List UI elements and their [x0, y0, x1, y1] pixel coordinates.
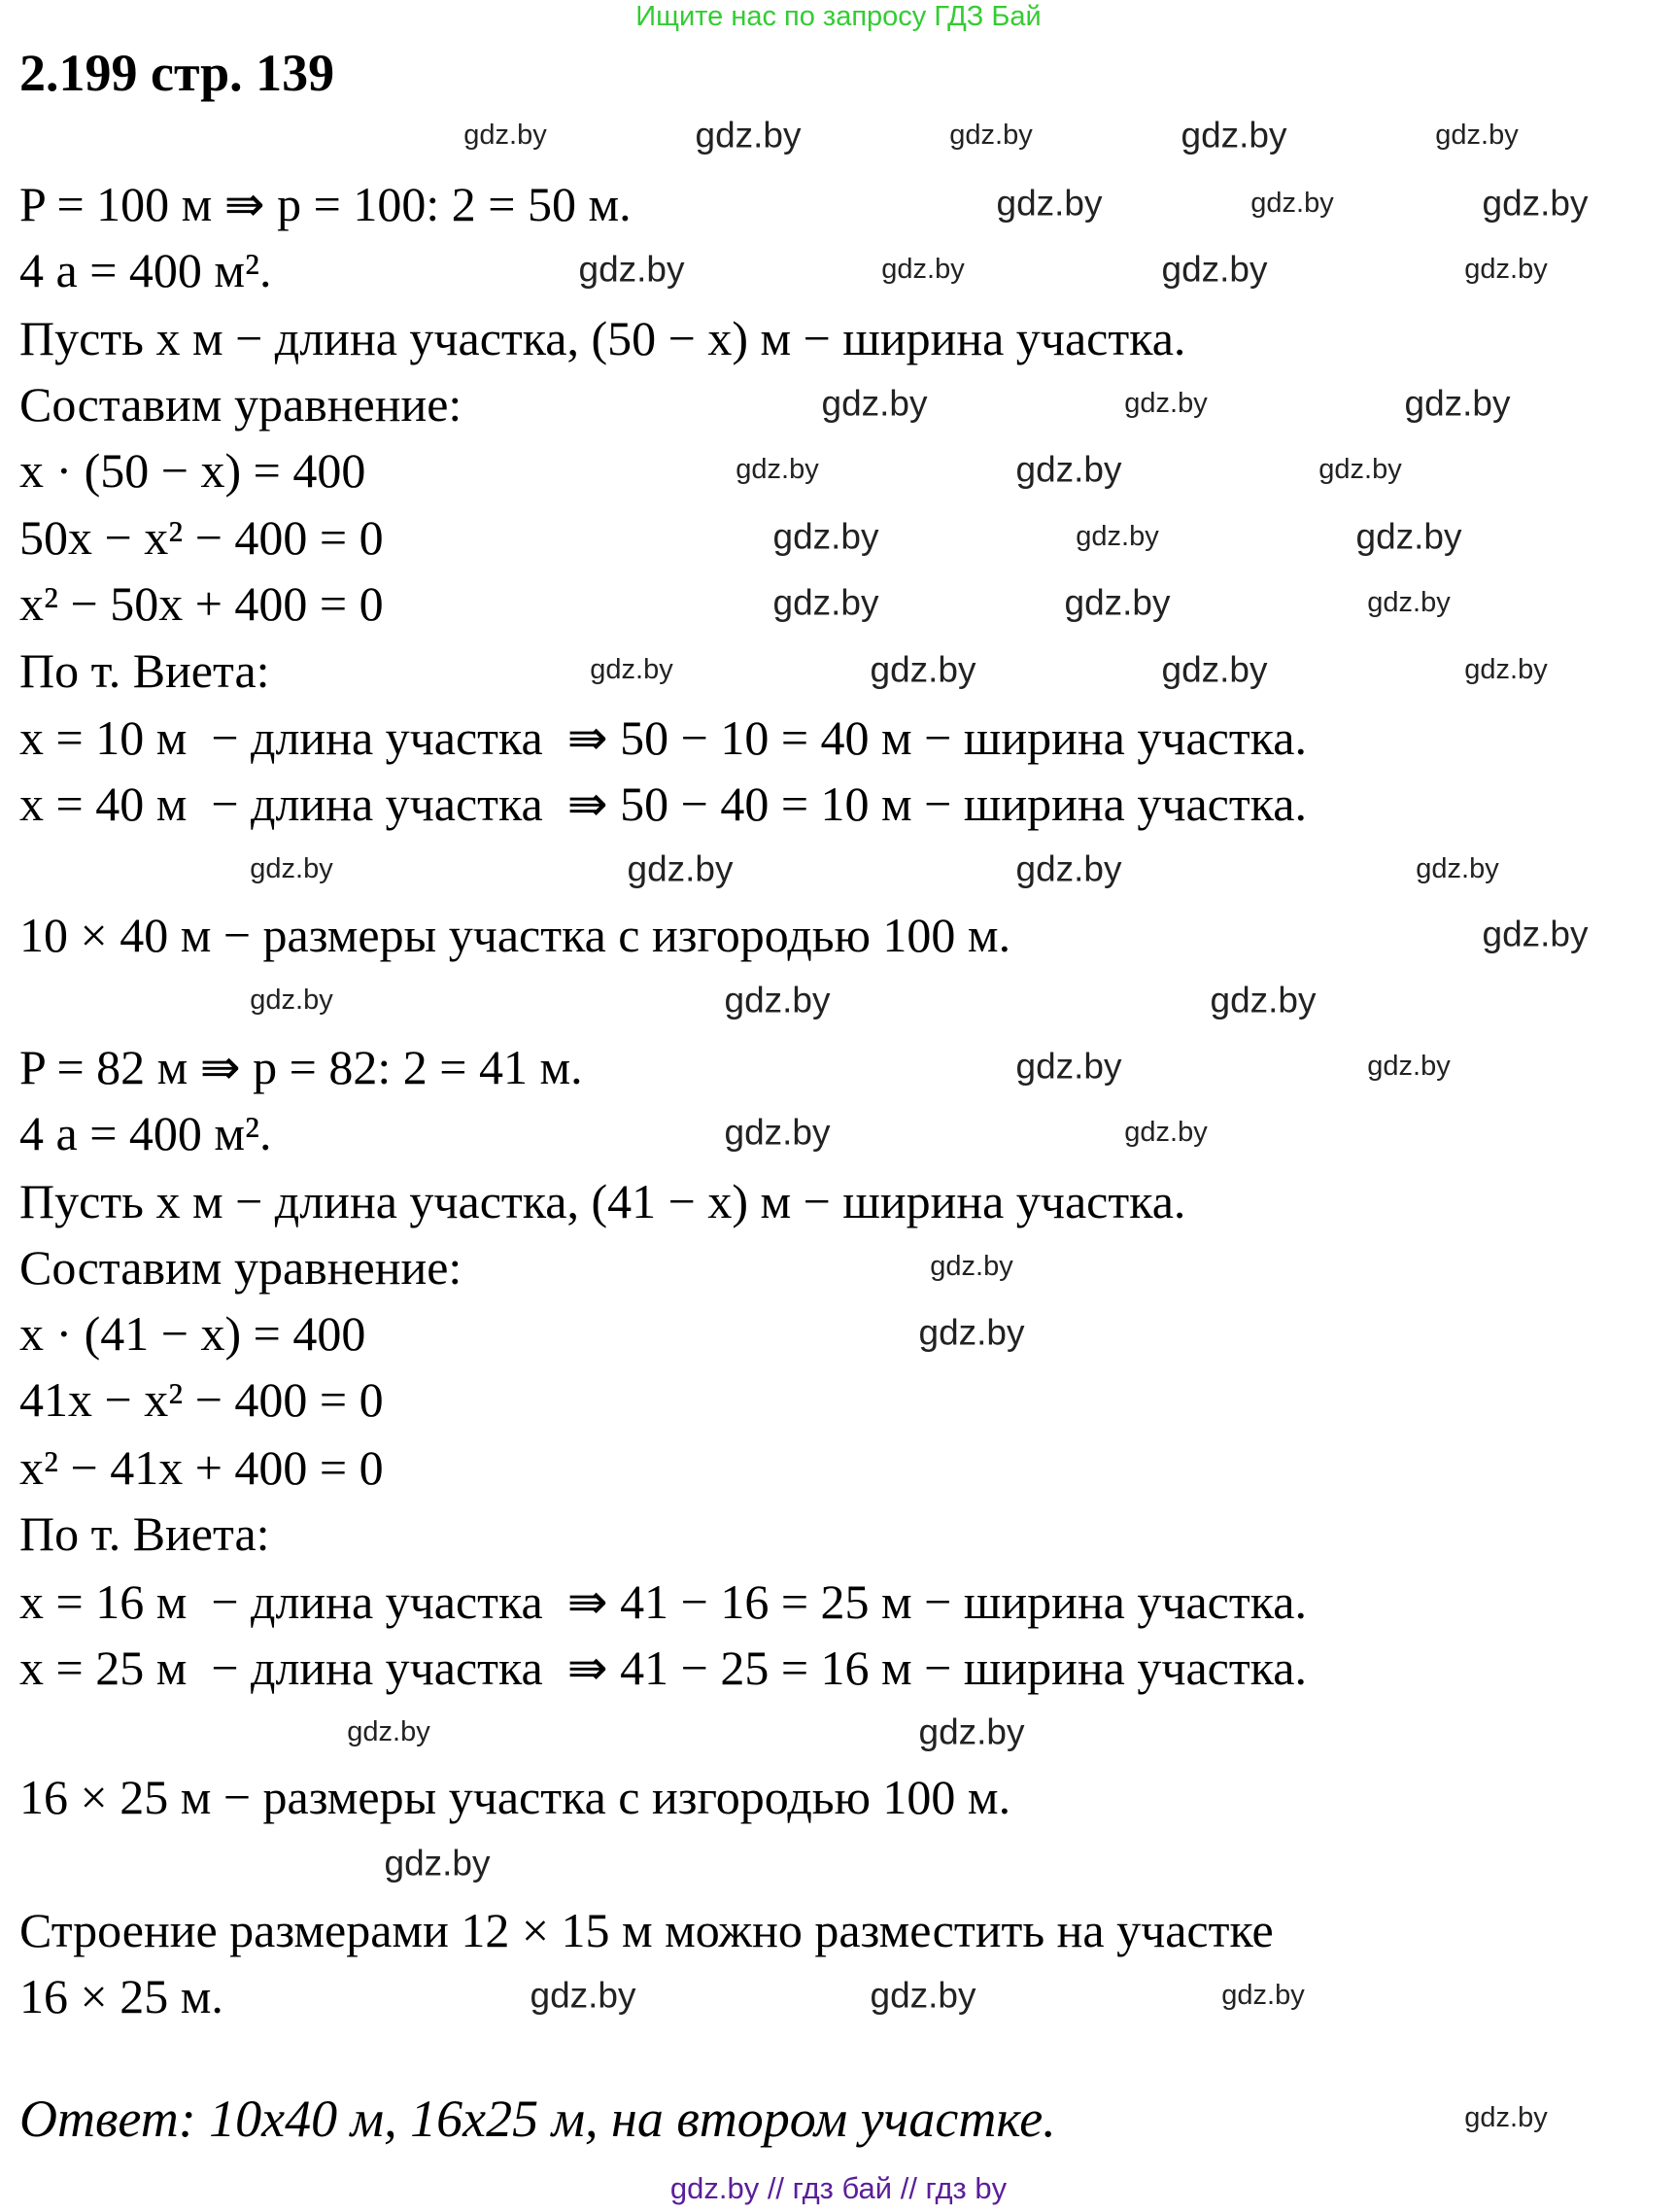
watermark: gdz.by — [1161, 649, 1268, 690]
conclusion-line: Строение размерами 12 × 15 м можно разместить на участке — [19, 1903, 1274, 1957]
solution-line: Составим уравнение: — [19, 377, 462, 432]
watermark: gdz.by — [250, 853, 333, 885]
watermark: gdz.by — [821, 383, 928, 424]
watermark: gdz.by — [1318, 454, 1402, 486]
watermark: gdz.by — [1076, 521, 1159, 553]
watermark: gdz.by — [1355, 516, 1462, 557]
watermark: gdz.by — [590, 654, 673, 686]
watermark: gdz.by — [1250, 188, 1334, 220]
solution-line: По т. Виета: — [19, 1506, 270, 1561]
watermark: gdz.by — [1124, 1117, 1208, 1149]
watermark: gdz.by — [1210, 980, 1317, 1020]
watermark: gdz.by — [1367, 587, 1451, 619]
solution-line: P = 100 м ⇛ p = 100: 2 = 50 м. — [19, 177, 632, 231]
watermark: gdz.by — [695, 115, 802, 156]
solution-line: 41x − x² − 400 = 0 — [19, 1372, 384, 1427]
watermark: gdz.by — [1124, 388, 1208, 420]
watermark: gdz.by — [1181, 115, 1287, 156]
solution-line: x² − 41x + 400 = 0 — [19, 1440, 384, 1495]
watermark: gdz.by — [949, 120, 1033, 152]
solution-result: 16 × 25 м − размеры участка с изгородью 100 м. — [19, 1770, 1011, 1824]
watermark: gdz.by — [530, 1975, 636, 2016]
watermark: gdz.by — [1482, 183, 1589, 224]
solution-result: 10 × 40 м − размеры участка с изгородью 100 м. — [19, 908, 1011, 962]
watermark: gdz.by — [724, 1112, 831, 1153]
watermark: gdz.by — [724, 980, 831, 1020]
solution-line: x · (50 − x) = 400 — [19, 443, 366, 498]
solution-line: Составим уравнение: — [19, 1240, 462, 1295]
solution-line: x = 16 м − длина участка ⇛ 41 − 16 = 25 м − ширина участка. — [19, 1574, 1307, 1629]
watermark: gdz.by — [1464, 254, 1548, 286]
solution-line: Пусть x м − длина участка, (50 − x) м − ширина участка. — [19, 311, 1186, 365]
watermark: gdz.by — [578, 249, 685, 290]
solution-line: 4 а = 400 м². — [19, 1106, 272, 1160]
solution-line: P = 82 м ⇛ p = 82: 2 = 41 м. — [19, 1040, 583, 1094]
watermark: gdz.by — [1161, 249, 1268, 290]
conclusion-line: 16 × 25 м. — [19, 1969, 223, 2023]
search-hint-banner: Ищите нас по запросу ГДЗ Бай — [635, 1, 1042, 32]
watermark: gdz.by — [1435, 120, 1519, 152]
watermark: gdz.by — [1464, 654, 1548, 686]
page-title: 2.199 стр. 139 — [19, 44, 335, 102]
watermark: gdz.by — [1015, 1046, 1122, 1087]
watermark: gdz.by — [881, 254, 965, 286]
watermark: gdz.by — [930, 1251, 1013, 1283]
watermark: gdz.by — [1064, 582, 1171, 623]
solution-line: x · (41 − x) = 400 — [19, 1306, 366, 1361]
watermark: gdz.by — [1015, 449, 1122, 490]
watermark: gdz.by — [1482, 914, 1589, 954]
solution-line: По т. Виета: — [19, 643, 270, 698]
solution-line: 50x − x² − 400 = 0 — [19, 510, 384, 565]
watermark: gdz.by — [918, 1711, 1025, 1752]
watermark: gdz.by — [1404, 383, 1511, 424]
watermark: gdz.by — [772, 516, 879, 557]
watermark: gdz.by — [1015, 848, 1122, 889]
watermark: gdz.by — [384, 1843, 491, 1884]
watermark: gdz.by — [918, 1312, 1025, 1353]
solution-line: 4 а = 400 м². — [19, 243, 272, 297]
solution-line: x = 10 м − длина участка ⇛ 50 − 10 = 40 м − ширина участка. — [19, 710, 1307, 765]
solution-line: x² − 50x + 400 = 0 — [19, 576, 384, 631]
watermark: gdz.by — [996, 183, 1103, 224]
watermark: gdz.by — [736, 454, 819, 486]
watermark: gdz.by — [1464, 2102, 1548, 2134]
solution-line: x = 40 м − длина участка ⇛ 50 − 40 = 10 м − ширина участка. — [19, 777, 1307, 831]
watermark: gdz.by — [870, 649, 976, 690]
solution-line: x = 25 м − длина участка ⇛ 41 − 25 = 16 м − ширина участка. — [19, 1641, 1307, 1695]
watermark: gdz.by — [627, 848, 734, 889]
solution-line: Пусть x м − длина участка, (41 − x) м − ширина участка. — [19, 1174, 1186, 1228]
watermark: gdz.by — [463, 120, 547, 152]
watermark: gdz.by — [1367, 1051, 1451, 1083]
watermark: gdz.by — [347, 1716, 430, 1748]
watermark: gdz.by — [1221, 1980, 1305, 2012]
watermark: gdz.by — [772, 582, 879, 623]
watermark: gdz.by — [1416, 853, 1499, 885]
watermark: gdz.by — [250, 985, 333, 1017]
footer-links: gdz.by // гдз бай // гдз by — [669, 2171, 1008, 2205]
watermark: gdz.by — [870, 1975, 976, 2016]
answer-line: Ответ: 10x40 м, 16x25 м, на втором участке. — [19, 2090, 1056, 2148]
